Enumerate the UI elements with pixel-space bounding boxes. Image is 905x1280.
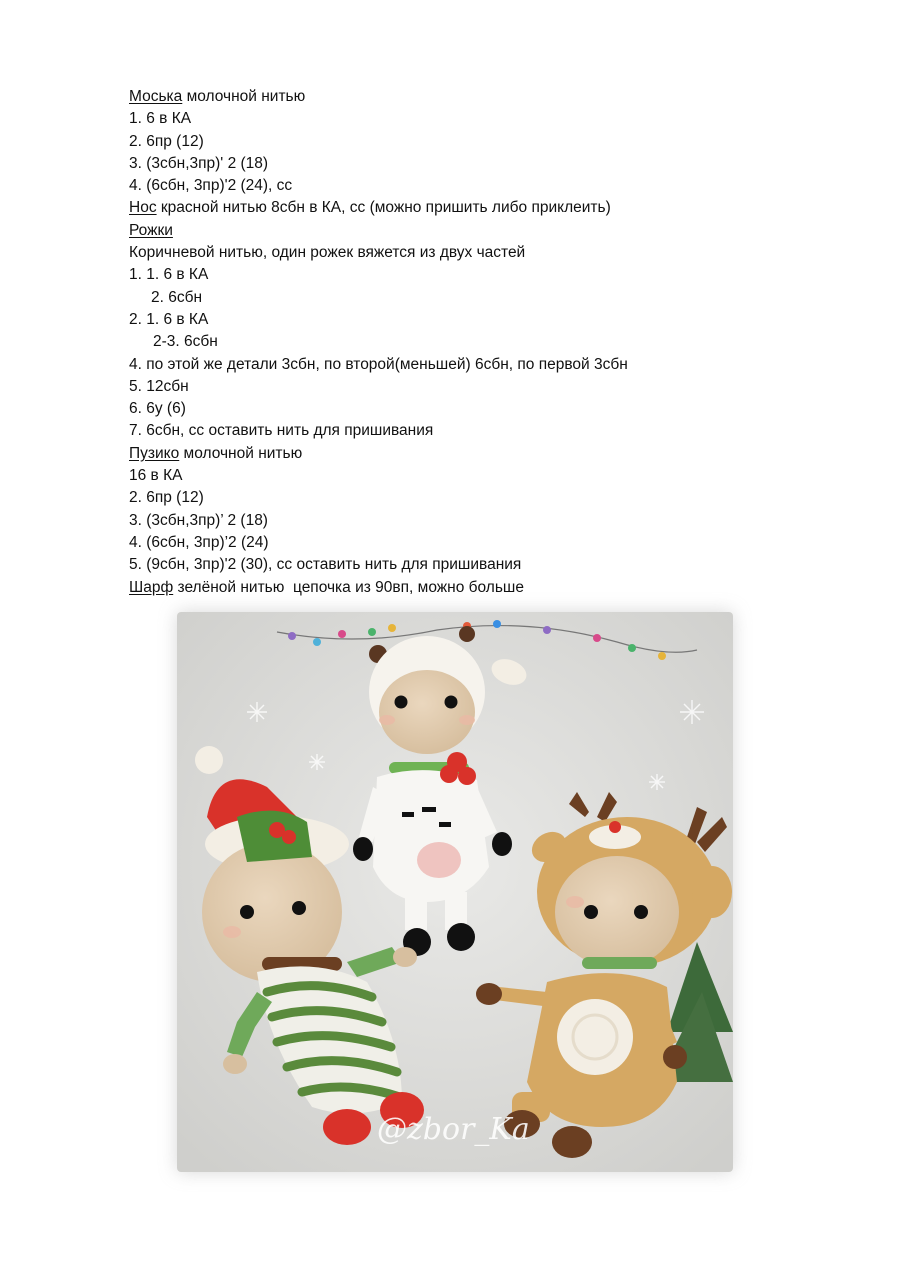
text-line [129, 577, 849, 599]
text-line [129, 242, 849, 264]
instruction-text: 6. 6у (6) [129, 400, 186, 418]
instruction-text: 4. по этой же детали 3сбн, по второй(меньшей) 6сбн, по первой 3сбн [129, 355, 628, 373]
text-line [129, 108, 849, 130]
text-line [129, 331, 849, 353]
text-line [129, 287, 849, 309]
instruction-text: 3. (3сбн,3пр)' 2 (18) [129, 154, 269, 172]
text-line [129, 465, 849, 487]
instruction-text: 4. (6сбн, 3пр)’2 (24) [129, 533, 269, 551]
section-heading-rest: зелёной нитью цепочка из 90вп, можно больше [173, 578, 524, 596]
text-line [129, 131, 849, 153]
instruction-text: 16 в КА [129, 467, 183, 485]
instruction-text: 1. 1. 6 в КА [129, 266, 209, 284]
instruction-text: 2. 1. 6 в КА [129, 310, 209, 328]
text-line [129, 376, 849, 398]
section-heading: Шарф [129, 578, 174, 596]
instruction-text: 2. 6пр (12) [129, 132, 204, 150]
instruction-text: Коричневой нитью, один рожек вяжется из двух частей [129, 244, 526, 262]
instruction-text: 3. (3сбн,3пр)’ 2 (18) [129, 511, 268, 529]
text-line [129, 554, 849, 576]
instruction-text: 2. 6сбн [151, 288, 203, 306]
photo-watermark: @zbor_Ka [377, 1112, 530, 1147]
text-line [129, 398, 849, 420]
text-line [129, 309, 849, 331]
text-line [129, 354, 849, 376]
section-heading: Рожки [129, 221, 173, 239]
instruction-text: 5. 12сбн [129, 377, 189, 395]
text-line [129, 197, 849, 219]
text-line [129, 532, 849, 554]
text-line [129, 510, 849, 532]
section-heading-rest: молочной нитью [182, 88, 306, 105]
text-line [129, 153, 849, 175]
pattern-text [129, 86, 849, 599]
text-line [129, 264, 849, 286]
section-heading: Моська [129, 88, 183, 105]
instruction-text: 4. (6сбн, 3пр)'2 (24), сс [129, 177, 293, 195]
instruction-text: 2. 6пр (12) [129, 489, 204, 507]
section-heading-rest: красной нитью 8сбн в КА, сс (можно пришить либо приклеить) [156, 199, 611, 217]
text-line [129, 220, 849, 242]
section-heading: Нос [129, 199, 157, 217]
instruction-text: 5. (9сбн, 3пр)'2 (30), сс оставить нить для пришивания [129, 556, 522, 574]
text-line [129, 175, 849, 197]
text-line [129, 86, 849, 108]
instruction-text: 7. 6сбн, сс оставить нить для пришивания [129, 422, 434, 440]
section-heading-rest: молочной нитью [179, 444, 303, 462]
section-heading: Пузико [129, 444, 180, 462]
instruction-text: 2-3. 6сбн [153, 333, 218, 351]
instruction-text: 1. 6 в КА [129, 110, 192, 128]
text-line [129, 420, 849, 442]
text-line [129, 487, 849, 509]
text-line [129, 443, 849, 465]
amigurumi-photo [177, 612, 733, 1172]
